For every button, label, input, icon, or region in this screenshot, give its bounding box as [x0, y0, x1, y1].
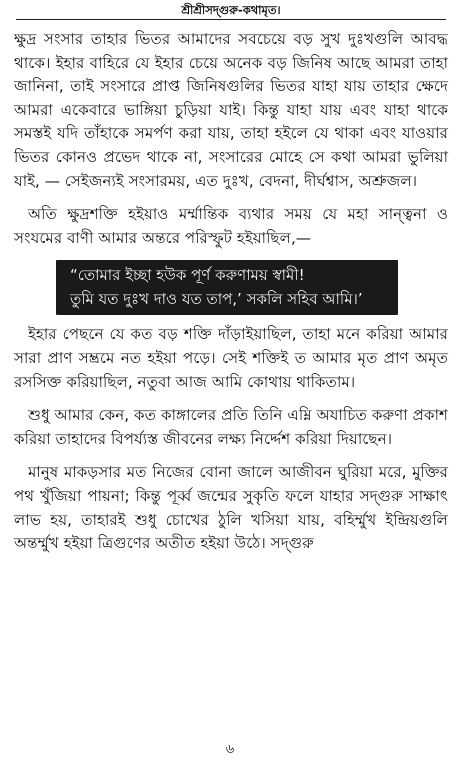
paragraph-5: মানুষ মাকড়সার মত নিজের বোনা জালে আজীবন ঘুরিয়া মরে, মুক্তির পথ খুঁজিয়া পায়না; কিন্তু পূর্ব্ব জন্মের সুকৃতি ফলে যাহার সদ্গুরু সাক্ষাৎ লাভ হয়, তাহারই শুধু চোখের ঠুলি খসিয়া যায়, বহির্ম্মুখ ইন্দ্রিয়গুলি অন্তর্ম্মুখ হইয়া ত্রিগুণের অতীত হইয়া উঠে। সদ্গুরু	[14, 463, 448, 553]
page-number: ৬	[225, 742, 235, 757]
body-text	[14, 28, 448, 556]
paragraph-3: ইহার পেছনে যে কত বড় শক্তি দাঁড়াইয়াছিল, তাহা মনে করিয়া আমার সারা প্রাণ সম্ভ্রমে নত হইয়া পড়ে। সেই শক্তিই ত আমার মৃত প্রাণ অমৃত রসসিক্ত করিয়াছিল, নতুবা আজ আমি কোথায় থাকিতাম।	[14, 325, 448, 391]
paragraph-4: শুধু আমার কেন, কত কাঙ্গালের প্রতি তিনি এম্নি অযাচিত করুণা প্রকাশ করিয়া তাহাদের বিপর্য্যস্ত জীবনের লক্ষ্য নির্দ্দেশ করিয়া দিয়াছেন।	[14, 406, 448, 448]
paragraph-1: ক্ষুদ্র সংসার তাহার ভিতর আমাদের সবচেয়ে বড় সুখ দুঃখগুলি আবদ্ধ থাকে। ইহার বাহিরে যে ইহার চেয়ে অনেক বড় জিনিষ আছে আমরা তাহা জানিনা, তাই সংসারে প্রাপ্ত জিনিষগুলির ভিতর যাহা যায় তাহার ক্ষেদে আমরা একেবারে ভাঙ্গিয়া চুড়িয়া যাই। কিন্তু যাহা যায় এবং যাহা থাকে সমস্তই যদি তাঁহাকে সমর্পণ করা যায়, তাহা হইলে যে থাকা এবং যাওয়ার ভিতর কোনও প্রভেদ থাকে না, সংসারের মোহে সে কথা আমরা ভুলিয়া যাই, — সেইজন্যই সংসারময়, এত দুঃখ, বেদনা, দীর্ঘশ্বাস, অশ্রুজল।	[14, 30, 448, 190]
quote-line-1: “তোমার ইচ্ছা হউক পূর্ণ করুণাময় স্বামী!	[70, 266, 305, 285]
quote-box	[56, 260, 398, 315]
header-divider	[16, 19, 446, 20]
quote-line-2: তুমি যত দুঃখ দাও যত তাপ,’ সকলি সহিব আমি।’	[70, 290, 363, 309]
running-header: শ্রীশ্রীসদ্গুরু-কথামৃত।	[181, 3, 281, 17]
paragraph-2: অতি ক্ষুদ্রশক্তি হইয়াও মর্ম্মান্তিক ব্যথার সময় যে মহা সান্ত্বনা ও সংযমের বাণী আমার অন্তরে পরিস্ফুট হইয়াছিল,—	[14, 205, 448, 247]
